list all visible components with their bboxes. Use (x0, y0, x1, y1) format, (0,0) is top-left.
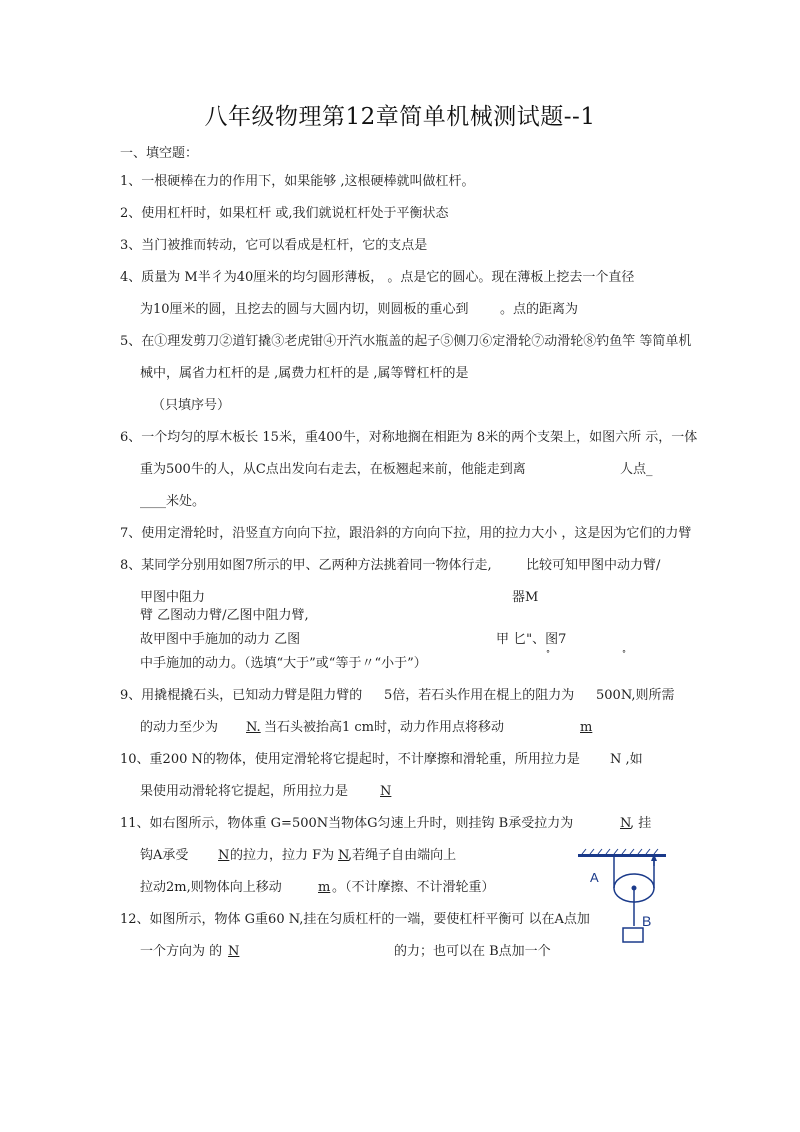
label-b: B (642, 913, 652, 929)
question-11-blank-a: N (218, 848, 230, 863)
question-12-line-2c: 的力；也可以在 B点加一个 (394, 944, 551, 959)
question-10-blank-n: N (380, 784, 392, 799)
question-5-line-2: 械中，属省力杠杆的是 ,属费力杠杆的是 ,属等臂杠杆的是 (140, 366, 469, 381)
question-10-line-1a: 10、重200 N的物体，使用定滑轮将它提起时，不计摩擦和滑轮重，所用拉力是 (120, 752, 580, 767)
label-a: A (590, 870, 599, 885)
question-8-line-4a: 故甲图中手施加的动力 乙图 (140, 632, 301, 647)
question-2: 2、使用杠杆时，如果杠杆 或,我们就说杠杆处于平衡状态 (120, 206, 449, 221)
question-10-line-2a: 果使用动滑轮将它提起，所用拉力是 (140, 784, 349, 799)
page-title: 八年级物理第12章简单机械测试题--1 (204, 104, 596, 130)
question-11-line-2a: 钩A承受 (140, 848, 189, 863)
question-9-line-1a: 9、用撬棍撬石头，已知动力臂是阻力臂的 (120, 688, 363, 703)
question-11-line-3a: 拉动2m,则物体向上移动 (140, 880, 282, 895)
ceiling-beam (578, 854, 666, 857)
question-8-line-2a: 甲图中阻力 (140, 590, 206, 605)
question-4-line-2b: 。点的距离为 (500, 302, 579, 317)
question-11-blank-f: N (338, 848, 350, 863)
question-12-blank-n: N (228, 944, 240, 959)
question-9-line-1c: 500N,则所需 (596, 688, 675, 703)
question-5-line-3: （只填序号） (152, 398, 231, 413)
weight-block (623, 928, 643, 942)
question-9-line-1b: 5倍，若石头作用在棍上的阻力为 (384, 688, 575, 703)
question-5-line-1: 5、在①理发剪刀②道钉撬③老虎钳④开汽水瓶盖的起子⑤侧刀⑥定滑轮⑦动滑轮⑧钓鱼竿 等简单机 (120, 334, 692, 349)
question-8-line-1a: 8、某同学分别用如图7所示的甲、乙两种方法挑着同一物体行走, (120, 558, 492, 573)
question-8-line-2b: 器M (512, 590, 539, 605)
question-11-blank-m: m (318, 880, 331, 895)
question-11-line-2c: 的拉力，拉力 F为 (230, 848, 335, 863)
question-4-line-2a: 为10厘米的圆，且挖去的圆与大圆内切，则圆板的重心到 (140, 302, 469, 317)
question-12-line-1: 12、如图所示，物体 G重60 N,挂在匀质杠杆的一端，要使杠杆平衡可 以在A点加 (120, 912, 590, 927)
question-8-line-4d: ° (622, 649, 626, 658)
pulley-figure (576, 848, 668, 948)
question-6-line-3: ____米处。 (140, 494, 206, 509)
question-11-line-2e: ,若绳子自由端向上 (348, 848, 457, 863)
question-6-line-2b: 人点_ (620, 462, 653, 477)
question-6-line-1: 6、一个均匀的厚木板长 15米，重400牛，对称地搁在相距为 8米的两个支架上，如图六所 示，一体 (120, 430, 698, 445)
question-11-line-1c: , 挂 (630, 816, 652, 831)
question-9-line-2a: 的动力至少为 (140, 720, 219, 735)
question-8-line-1b: 比较可知甲图中动力臂/ (526, 558, 661, 573)
question-4-line-1: 4、质量为 M半彳为40厘米的均匀圆形薄板， 。点是它的圆心。现在薄板上挖去一个直径 (120, 270, 635, 285)
question-8-line-4c: ° (546, 649, 550, 658)
question-9-line-2c: 当石头被抬高1 cm时，动力作用点将移动 (264, 720, 505, 735)
section-heading: 一、填空题： (120, 146, 199, 161)
question-8-line-3: 臂 乙图动力臂/乙图中阻力臂, (140, 608, 309, 623)
question-12-line-2a: 一个方向为 的 (140, 944, 223, 959)
question-11-blank-b: N (620, 816, 632, 831)
question-7: 7、使用定滑轮时，沿竖直方向向下拉，跟沿斜的方向向下拉，用的拉力大小 ，这是因为它们的力臂 (120, 526, 692, 541)
question-8-line-4b: 甲 匕"、图7 (496, 632, 567, 647)
ceiling-hatch (582, 849, 658, 854)
question-10-line-1b: N ,如 (610, 752, 643, 767)
question-11-line-1a: 11、如右图所示，物体重 G=500N当物体G匀速上升时，则挂钩 B承受拉力为 (120, 816, 574, 831)
question-8-line-5: 中手施加的动力。（选填“大于”或“等于〃“小于”） (140, 656, 427, 671)
question-9-blank-m: m (580, 720, 593, 735)
question-3: 3、当门被推而转动，它可以看成是杠杆，它的支点是 (120, 238, 428, 253)
question-1: 1、一根硬棒在力的作用下，如果能够 ,这根硬棒就叫做杠杆。 (120, 174, 475, 189)
question-11-line-3c: 。（不计摩擦、不计滑轮重） (332, 880, 495, 895)
question-6-line-2a: 重为500牛的人，从C点出发向右走去，在板翘起来前，他能走到离 (140, 462, 526, 477)
question-9-blank-n: N. (246, 720, 261, 735)
